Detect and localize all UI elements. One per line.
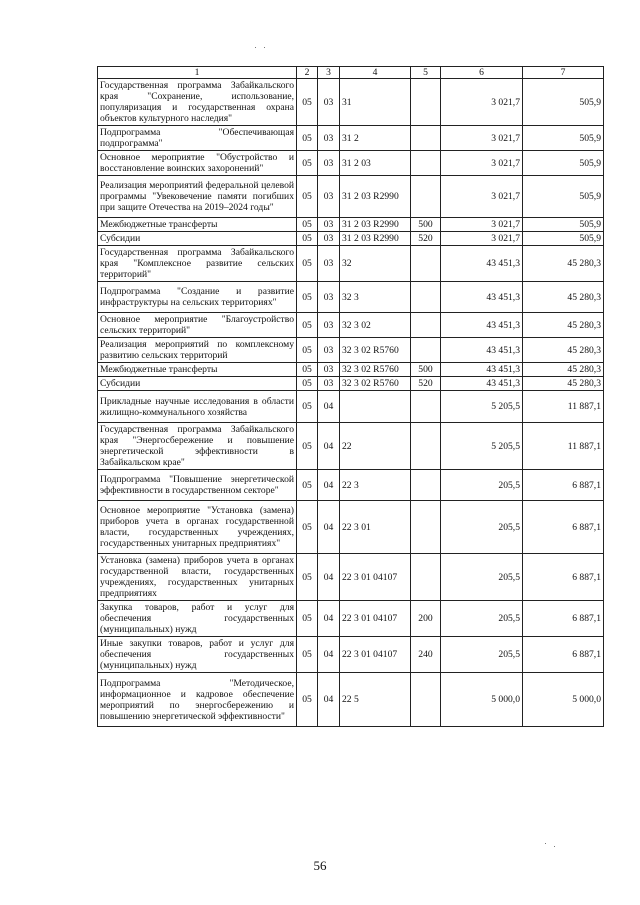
- target-article-cell: 22 3 01 04107: [340, 601, 411, 637]
- subsection-code-cell: 04: [318, 673, 340, 727]
- amount-year1-cell: 3 021,7: [441, 151, 523, 176]
- row-name-cell: Межбюджетные трансферты: [98, 363, 297, 377]
- row-name-cell: Подпрограмма "Обеспечивающая подпрограмма": [98, 126, 297, 151]
- subsection-code-cell: 03: [318, 79, 340, 126]
- section-code-cell: 05: [297, 554, 318, 601]
- amount-year2-cell: 505,9: [523, 232, 604, 246]
- subsection-code-cell: 04: [318, 391, 340, 423]
- subsection-code-cell: 03: [318, 232, 340, 246]
- row-name-cell: Государственная программа Забайкальского края "Энергосбережение и повышение энергетической эффективности в Забайкальском крае": [98, 423, 297, 470]
- expense-type-cell: 240: [411, 637, 441, 673]
- amount-year1-cell: 3 021,7: [441, 126, 523, 151]
- subsection-code-cell: 03: [318, 151, 340, 176]
- target-article-cell: 32 3 02: [340, 313, 411, 338]
- expense-type-cell: [411, 423, 441, 470]
- expense-type-cell: 500: [411, 363, 441, 377]
- row-name-cell: Подпрограмма "Создание и развитие инфраструктуры на сельских территориях": [98, 282, 297, 313]
- row-name-cell: Закупка товаров, работ и услуг для обеспечения государственных (муниципальных) нужд: [98, 601, 297, 637]
- row-name-cell: Реализация мероприятий по комплексному развитию сельских территорий: [98, 338, 297, 363]
- amount-year2-cell: 6 887,1: [523, 601, 604, 637]
- target-article-cell: 22 3: [340, 470, 411, 501]
- subsection-code-cell: 03: [318, 126, 340, 151]
- amount-year1-cell: 43 451,3: [441, 377, 523, 391]
- amount-year2-cell: 505,9: [523, 79, 604, 126]
- amount-year1-cell: 5 000,0: [441, 673, 523, 727]
- amount-year1-cell: 205,5: [441, 470, 523, 501]
- target-article-cell: 31 2: [340, 126, 411, 151]
- table-row: [98, 601, 604, 637]
- table-row: [98, 176, 604, 218]
- subsection-code-cell: 03: [318, 338, 340, 363]
- subsection-code-cell: 03: [318, 363, 340, 377]
- expense-type-cell: 500: [411, 218, 441, 232]
- section-code-cell: 05: [297, 601, 318, 637]
- amount-year2-cell: 45 280,3: [523, 282, 604, 313]
- table-row: [98, 338, 604, 363]
- table-row: [98, 246, 604, 282]
- section-code-cell: 05: [297, 79, 318, 126]
- table-row: [98, 377, 604, 391]
- section-code-cell: 05: [297, 246, 318, 282]
- amount-year1-cell: 3 021,7: [441, 176, 523, 218]
- row-name-cell: Государственная программа Забайкальского края "Комплексное развитие сельских территорий": [98, 246, 297, 282]
- row-name-cell: Подпрограмма "Повышение энергетической эффективности в государственном секторе": [98, 470, 297, 501]
- subsection-code-cell: 03: [318, 176, 340, 218]
- section-code-cell: 05: [297, 423, 318, 470]
- expense-type-cell: [411, 554, 441, 601]
- subsection-code-cell: 04: [318, 423, 340, 470]
- amount-year2-cell: 6 887,1: [523, 637, 604, 673]
- column-header: 4: [340, 67, 411, 79]
- table-row: [98, 151, 604, 176]
- section-code-cell: 05: [297, 313, 318, 338]
- amount-year2-cell: 5 000,0: [523, 673, 604, 727]
- amount-year2-cell: 505,9: [523, 126, 604, 151]
- target-article-cell: 31 2 03 R2990: [340, 176, 411, 218]
- target-article-cell: 22 5: [340, 673, 411, 727]
- expense-type-cell: [411, 391, 441, 423]
- amount-year2-cell: 6 887,1: [523, 554, 604, 601]
- section-code-cell: 05: [297, 363, 318, 377]
- expense-type-cell: 520: [411, 377, 441, 391]
- amount-year2-cell: 45 280,3: [523, 313, 604, 338]
- table-row: [98, 232, 604, 246]
- subsection-code-cell: 04: [318, 554, 340, 601]
- amount-year2-cell: 6 887,1: [523, 470, 604, 501]
- expense-type-cell: [411, 126, 441, 151]
- column-header: 3: [318, 67, 340, 79]
- row-name-cell: Установка (замена) приборов учета в органах государственной власти, государственных учреждениях, государственных унитарных предприятиях: [98, 554, 297, 601]
- table-row: [98, 554, 604, 601]
- amount-year2-cell: 45 280,3: [523, 338, 604, 363]
- target-article-cell: 22 3 01 04107: [340, 554, 411, 601]
- section-code-cell: 05: [297, 377, 318, 391]
- row-name-cell: Основное мероприятие "Обустройство и восстановление воинских захоронений": [98, 151, 297, 176]
- section-code-cell: 05: [297, 218, 318, 232]
- scan-speck: [554, 846, 555, 847]
- page-number: 56: [313, 858, 327, 873]
- column-header: 1: [98, 67, 297, 79]
- section-code-cell: 05: [297, 232, 318, 246]
- target-article-cell: 22: [340, 423, 411, 470]
- amount-year2-cell: 11 887,1: [523, 423, 604, 470]
- amount-year1-cell: 3 021,7: [441, 79, 523, 126]
- table-row: [98, 218, 604, 232]
- target-article-cell: 22 3 01: [340, 501, 411, 554]
- amount-year2-cell: 45 280,3: [523, 363, 604, 377]
- row-name-cell: Субсидии: [98, 232, 297, 246]
- expense-type-cell: 200: [411, 601, 441, 637]
- amount-year1-cell: 43 451,3: [441, 313, 523, 338]
- amount-year1-cell: 3 021,7: [441, 218, 523, 232]
- expense-type-cell: [411, 246, 441, 282]
- amount-year2-cell: 11 887,1: [523, 391, 604, 423]
- table-header-row: [98, 67, 604, 79]
- expense-type-cell: [411, 470, 441, 501]
- expense-type-cell: [411, 673, 441, 727]
- amount-year2-cell: 6 887,1: [523, 501, 604, 554]
- row-name-cell: Подпрограмма "Методическое, информационное и кадровое обеспечение мероприятий по энергосбережению и повышению энергетической эффективности": [98, 673, 297, 727]
- table-body: [98, 79, 604, 727]
- amount-year2-cell: 505,9: [523, 218, 604, 232]
- section-code-cell: 05: [297, 391, 318, 423]
- budget-table: [97, 66, 604, 727]
- target-article-cell: 32 3 02 R5760: [340, 363, 411, 377]
- subsection-code-cell: 04: [318, 637, 340, 673]
- row-name-cell: Межбюджетные трансферты: [98, 218, 297, 232]
- amount-year1-cell: 205,5: [441, 554, 523, 601]
- amount-year2-cell: 45 280,3: [523, 377, 604, 391]
- amount-year1-cell: 5 205,5: [441, 391, 523, 423]
- subsection-code-cell: 03: [318, 377, 340, 391]
- amount-year1-cell: 43 451,3: [441, 338, 523, 363]
- table-row: [98, 313, 604, 338]
- amount-year1-cell: 205,5: [441, 501, 523, 554]
- subsection-code-cell: 03: [318, 246, 340, 282]
- target-article-cell: 31 2 03 R2990: [340, 232, 411, 246]
- row-name-cell: Иные закупки товаров, работ и услуг для обеспечения государственных (муниципальных) нужд: [98, 637, 297, 673]
- table-row: [98, 501, 604, 554]
- section-code-cell: 05: [297, 637, 318, 673]
- table-row: [98, 282, 604, 313]
- subsection-code-cell: 03: [318, 313, 340, 338]
- section-code-cell: 05: [297, 470, 318, 501]
- subsection-code-cell: 04: [318, 601, 340, 637]
- expense-type-cell: [411, 282, 441, 313]
- target-article-cell: 22 3 01 04107: [340, 637, 411, 673]
- amount-year1-cell: 43 451,3: [441, 282, 523, 313]
- row-name-cell: Прикладные научные исследования в области жилищно-коммунального хозяйства: [98, 391, 297, 423]
- section-code-cell: 05: [297, 501, 318, 554]
- subsection-code-cell: 03: [318, 282, 340, 313]
- row-name-cell: Субсидии: [98, 377, 297, 391]
- table-row: [98, 126, 604, 151]
- table-row: [98, 637, 604, 673]
- expense-type-cell: [411, 79, 441, 126]
- amount-year1-cell: 5 205,5: [441, 423, 523, 470]
- target-article-cell: [340, 391, 411, 423]
- target-article-cell: 31: [340, 79, 411, 126]
- expense-type-cell: [411, 151, 441, 176]
- table-row: [98, 423, 604, 470]
- column-header: 6: [441, 67, 523, 79]
- section-code-cell: 05: [297, 176, 318, 218]
- table-row: [98, 79, 604, 126]
- row-name-cell: Реализация мероприятий федеральной целевой программы "Увековечение памяти погибших при защите Отечества на 2019–2024 годы": [98, 176, 297, 218]
- target-article-cell: 31 2 03 R2990: [340, 218, 411, 232]
- target-article-cell: 32: [340, 246, 411, 282]
- expense-type-cell: [411, 501, 441, 554]
- section-code-cell: 05: [297, 282, 318, 313]
- row-name-cell: Основное мероприятие "Установка (замена) приборов учета в органах государственной власти, государственных учреждениях, государственных унитарных предприятиях": [98, 501, 297, 554]
- row-name-cell: Основное мероприятие "Благоустройство сельских территорий": [98, 313, 297, 338]
- amount-year1-cell: 43 451,3: [441, 363, 523, 377]
- section-code-cell: 05: [297, 338, 318, 363]
- target-article-cell: 32 3: [340, 282, 411, 313]
- expense-type-cell: [411, 338, 441, 363]
- scan-speck: [545, 843, 546, 844]
- column-header: 7: [523, 67, 604, 79]
- target-article-cell: 32 3 02 R5760: [340, 338, 411, 363]
- subsection-code-cell: 04: [318, 470, 340, 501]
- amount-year1-cell: 43 451,3: [441, 246, 523, 282]
- budget-table-container: [97, 66, 603, 727]
- section-code-cell: 05: [297, 126, 318, 151]
- column-header: 5: [411, 67, 441, 79]
- subsection-code-cell: 04: [318, 501, 340, 554]
- expense-type-cell: 520: [411, 232, 441, 246]
- section-code-cell: 05: [297, 673, 318, 727]
- section-code-cell: 05: [297, 151, 318, 176]
- amount-year2-cell: 505,9: [523, 176, 604, 218]
- expense-type-cell: [411, 176, 441, 218]
- amount-year2-cell: 45 280,3: [523, 246, 604, 282]
- amount-year1-cell: 3 021,7: [441, 232, 523, 246]
- row-name-cell: Государственная программа Забайкальского края "Сохранение, использование, популяризация и государственная охрана объектов культурного наследия": [98, 79, 297, 126]
- subsection-code-cell: 03: [318, 218, 340, 232]
- scan-speck: [255, 47, 256, 48]
- target-article-cell: 32 3 02 R5760: [340, 377, 411, 391]
- scan-speck: [264, 47, 265, 48]
- amount-year1-cell: 205,5: [441, 601, 523, 637]
- expense-type-cell: [411, 313, 441, 338]
- target-article-cell: 31 2 03: [340, 151, 411, 176]
- amount-year2-cell: 505,9: [523, 151, 604, 176]
- table-row: [98, 391, 604, 423]
- table-row: [98, 470, 604, 501]
- column-header: 2: [297, 67, 318, 79]
- amount-year1-cell: 205,5: [441, 637, 523, 673]
- table-row: [98, 363, 604, 377]
- table-row: [98, 673, 604, 727]
